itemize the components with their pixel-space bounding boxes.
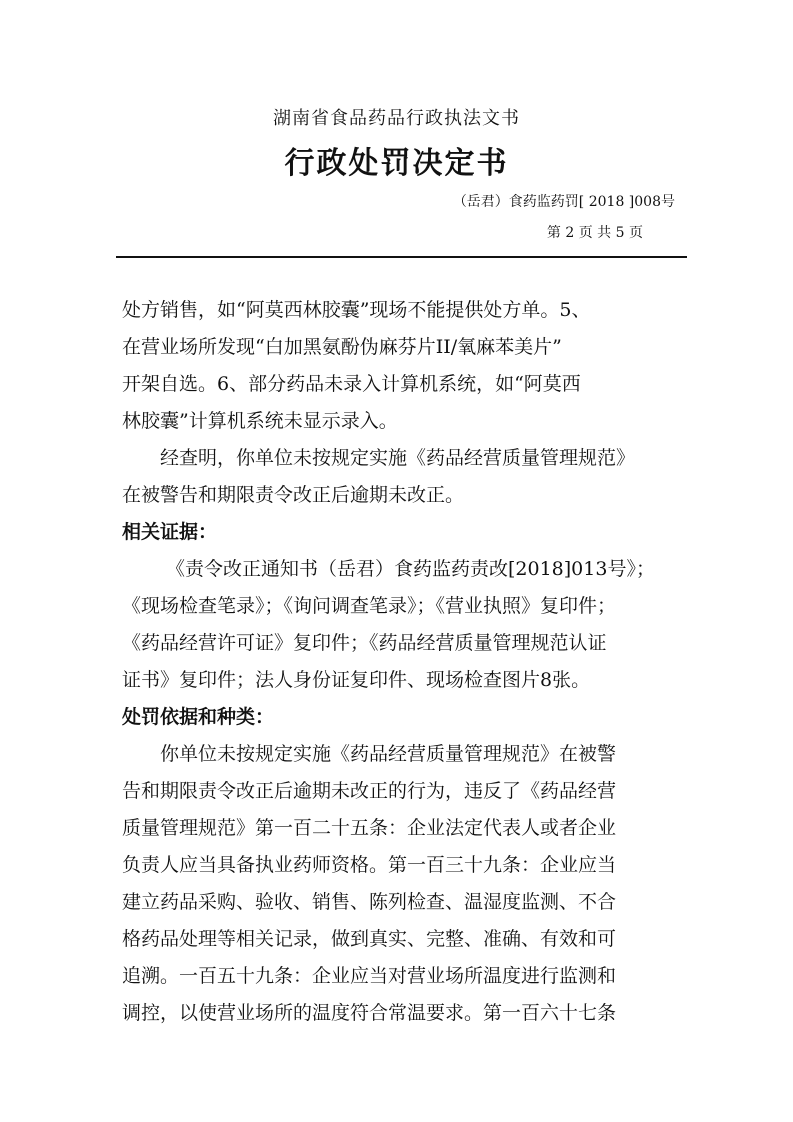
body-line: 开架自选。6、部分药品未录入计算机系统，如“阿莫西: [122, 373, 581, 395]
basis-line: 追溯。一百五十九条：企业应当对营业场所温度进行监测和: [122, 965, 617, 987]
document-body: [122, 292, 682, 1032]
basis-line: 建立药品采购、验收、销售、陈列检查、温湿度监测、不合: [122, 891, 617, 913]
document-title: 行政处罚决定书: [284, 146, 509, 181]
evidence-heading: 相关证据：: [122, 521, 218, 543]
evidence-line: 《责令改正通知书（岳君）食药监药责改[2018]013号》；: [166, 558, 655, 580]
header-divider: [116, 256, 687, 258]
document-number: （岳君）食药监药罚[ 2018 ]008号: [452, 194, 675, 210]
basis-line: 负责人应当具备执业药师资格。第一百三十九条：企业应当: [122, 854, 617, 876]
penalty-basis-heading: 处罚依据和种类：: [122, 706, 275, 728]
evidence-line: 《药品经营许可证》复印件；《药品经营质量管理规范认证: [122, 632, 607, 654]
basis-line: 格药品处理等相关记录，做到真实、完整、准确、有效和可: [122, 928, 617, 950]
basis-line: 调控，以使营业场所的温度符合常温要求。第一百六十七条: [122, 1002, 617, 1024]
issuing-authority: 湖南省食品药品行政执法文书: [273, 108, 520, 129]
body-line: 经查明，你单位未按规定实施《药品经营质量管理规范》: [160, 447, 636, 469]
evidence-line: 《现场检查笔录》；《询问调查笔录》；《营业执照》复印件；: [122, 595, 617, 617]
basis-line: 告和期限责令改正后逾期未改正的行为，违反了《药品经营: [122, 780, 617, 802]
body-line: 在营业场所发现“白加黑氨酚伪麻芬片II/氧麻苯美片”: [122, 336, 562, 358]
basis-line: 质量管理规范》第一百二十五条：企业法定代表人或者企业: [122, 817, 617, 839]
body-line: 在被警告和期限责令改正后逾期未改正。: [122, 484, 465, 506]
body-line: 处方销售，如“阿莫西林胶囊”现场不能提供处方单。5、: [122, 299, 591, 321]
page-indicator: 第 2 页 共 5 页: [546, 225, 643, 241]
evidence-line: 证书》复印件；法人身份证复印件、现场检查图片8张。: [122, 669, 591, 691]
basis-line: 你单位未按规定实施《药品经营质量管理规范》在被警: [160, 743, 617, 765]
body-line: 林胶囊”计算机系统未显示录入。: [122, 410, 398, 432]
